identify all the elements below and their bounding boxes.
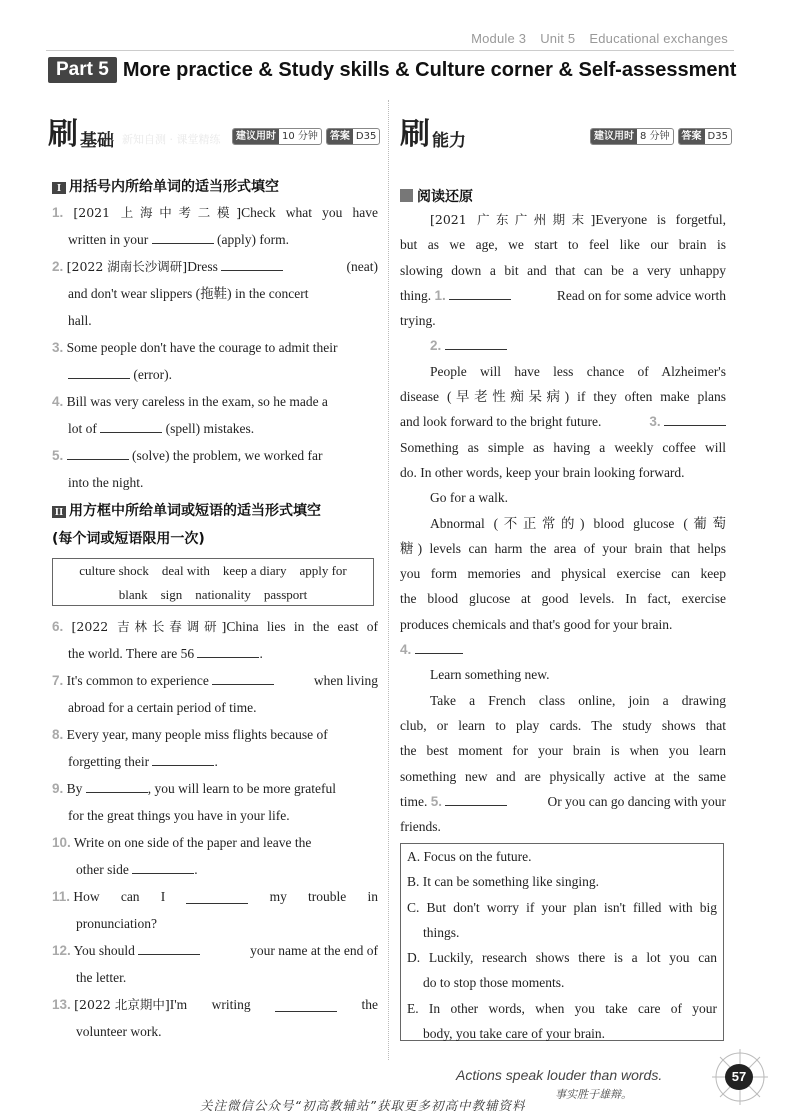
time-tag-key: 建议用时 (233, 129, 279, 144)
question-text: in (367, 889, 378, 904)
word-option: apply for (299, 563, 347, 578)
passage-text: club, or learn to play cards. The study shows that (400, 717, 726, 733)
question-number: 6. (52, 619, 64, 634)
answer-blank[interactable] (664, 411, 726, 426)
question-text: other side (76, 862, 129, 877)
word-option: keep a diary (222, 563, 287, 578)
passage-text: produces chemicals and that's good for your brain. (400, 616, 673, 632)
word-option: passport (263, 587, 308, 602)
passage-heading: Go for a walk. (430, 490, 508, 506)
running-header (471, 31, 728, 46)
word-box-row-2 (53, 583, 373, 607)
left-section-title: 基础 (80, 130, 114, 151)
passage-text: thing. (400, 287, 432, 303)
question-text: into the night. (68, 475, 144, 490)
reading-section-title: 阅读还原 (417, 189, 473, 205)
answer-tag (678, 128, 732, 145)
word-option: blank (118, 587, 148, 602)
passage-text: time. (400, 793, 428, 809)
question-12 (52, 937, 378, 991)
question-6 (52, 613, 378, 667)
question-text: when living (313, 673, 378, 688)
question-text: forgetting their (68, 754, 150, 769)
passage-text: Read on for some advice worth (556, 287, 726, 303)
question-text: your name at the end of (250, 943, 378, 958)
part-title: More practice & Study skills & Culture corner & Self-assessment (122, 58, 737, 81)
question-text: trouble (308, 889, 347, 904)
question-number: 10. (52, 835, 71, 850)
time-tag-value: 8 分钟 (640, 131, 670, 142)
answer-blank[interactable] (68, 364, 130, 379)
passage-text: disease (早老性痴呆病) if they often make plans (400, 389, 726, 405)
gap-number: 5. (430, 793, 443, 809)
question-text: China lies in the east of (226, 619, 378, 634)
question-text: Check what you have (241, 205, 379, 220)
reading-passage (400, 207, 726, 839)
answer-blank[interactable] (138, 940, 200, 955)
question-5 (52, 442, 378, 496)
answer-blank[interactable] (86, 778, 148, 793)
part-header (48, 56, 736, 84)
question-text: my (269, 889, 287, 904)
question-text: , you will learn to be more grateful (147, 781, 336, 796)
source-tag: [2022 吉林长春调研] (71, 619, 227, 634)
option-b: B. It can be something like singing. (407, 874, 599, 890)
section-2-heading (52, 500, 321, 520)
question-text: (apply) form. (217, 232, 289, 247)
faded-subtitle: 新知自测 · 课堂精练 (122, 133, 221, 146)
source-tag: [2021 上海中考二模] (73, 205, 242, 220)
unit-label: Unit 5 (540, 31, 576, 46)
answer-blank[interactable] (221, 256, 283, 271)
part-badge: Part 5 (48, 57, 117, 83)
question-4 (52, 388, 378, 442)
passage-text: trying. (400, 313, 436, 329)
gap-number: 4. (400, 642, 412, 658)
question-number: 12. (52, 943, 71, 958)
source-tag: [2022 湖南长沙调研] (66, 259, 188, 274)
passage-text: Something as simple as having a weekly coffee will (400, 439, 726, 455)
question-number: 8. (52, 727, 64, 742)
time-tag (590, 128, 674, 145)
question-text: hall. (68, 313, 92, 328)
footer-motto-cn: 事实胜于雄辩。 (555, 1088, 632, 1101)
option-c-cont: things. (423, 924, 460, 940)
option-d-cont: do to stop those moments. (423, 975, 565, 991)
gap-number: 2. (430, 338, 442, 354)
column-divider (388, 100, 390, 1060)
question-number: 5. (52, 448, 64, 463)
answer-tag-key: 答案 (679, 129, 705, 144)
passage-text: the best moment for your brain is when you learn (400, 743, 726, 759)
time-tag-key: 建议用时 (591, 129, 637, 144)
passage-text: Take a French class online, join a drawing (430, 692, 726, 708)
time-tag-value: 10 分钟 (282, 131, 318, 142)
answer-blank[interactable] (100, 418, 162, 433)
question-text: writing (211, 997, 251, 1012)
question-number: 7. (52, 673, 64, 688)
passage-text: Abnormal (不正常的) blood glucose (葡萄 (430, 515, 726, 531)
right-tags (590, 128, 732, 145)
answer-blank[interactable] (152, 229, 214, 244)
question-text: It's common to experience (66, 673, 209, 688)
time-tag (232, 128, 322, 145)
reading-section-heading (400, 186, 473, 206)
option-c: C. But don't worry if your plan isn't filled with big (407, 899, 717, 915)
section-1-mark: I (52, 182, 66, 194)
brush-char: 刷 (48, 117, 78, 152)
section-square-icon (400, 189, 413, 202)
question-number: 4. (52, 394, 64, 409)
passage-source: [2021 广东广州期末] (430, 212, 596, 227)
answer-tag (326, 128, 380, 145)
passage-text: Everyone is forgetful, (595, 212, 727, 227)
question-text: the (361, 997, 378, 1012)
footer-promo: 关注微信公众号“初高教辅站”获取更多初高中教辅资料 (200, 1098, 526, 1113)
question-text: How (73, 889, 100, 904)
answer-tag-value: D35 (355, 131, 377, 142)
brush-char: 刷 (400, 117, 430, 152)
passage-text: but as we age, we start to feel like our brain is (400, 237, 726, 253)
question-text: By (66, 781, 83, 796)
passage-text: People will have less chance of Alzheimer's (430, 363, 726, 379)
question-number: 1. (52, 205, 64, 220)
section-2-mark: II (52, 506, 66, 518)
passage-text: the blood glucose at good levels. In fact, exercise (400, 591, 726, 607)
option-a: A. Focus on the future. (407, 849, 532, 864)
word-option: sign (160, 587, 183, 602)
question-text: . (214, 754, 218, 769)
question-text: Every year, many people miss flights because of (66, 727, 328, 742)
answer-tag-key: 答案 (327, 129, 353, 144)
question-number: 2. (52, 259, 64, 274)
question-3 (52, 334, 378, 388)
options-box (400, 843, 724, 1041)
question-text: (solve) the problem, we worked far (132, 448, 323, 463)
question-text: can (120, 889, 140, 904)
question-text: for the great things you have in your life. (68, 808, 290, 823)
question-text: You should (73, 943, 135, 958)
question-text: Dress (187, 259, 218, 274)
option-d: D. Luckily, research shows there is a lot you can (407, 950, 717, 966)
header-rule (46, 50, 734, 51)
gap-number: 3. (649, 414, 661, 430)
passage-text: do. In other words, keep your brain looking forward. (400, 464, 685, 480)
question-text: lot of (68, 421, 97, 436)
word-option: culture shock (79, 563, 149, 578)
word-option: nationality (195, 587, 251, 602)
passage-text: 糖) levels can harm the area of your brain that helps (400, 540, 726, 556)
question-text: . (259, 646, 263, 661)
question-text: (neat) (346, 259, 378, 274)
question-number: 9. (52, 781, 64, 796)
question-text: volunteer work. (76, 1024, 162, 1039)
answer-blank[interactable] (67, 445, 129, 460)
option-e-cont: body, you take care of your brain. (423, 1026, 606, 1042)
answer-blank[interactable] (445, 335, 507, 350)
passage-text: slowing down a bit and that can be a very unhappy (400, 262, 726, 278)
question-text: Bill was very careless in the exam, so he made a (66, 394, 328, 409)
question-text: (spell) mistakes. (165, 421, 255, 436)
word-option: deal with (161, 563, 210, 578)
answer-blank[interactable] (197, 643, 259, 658)
question-text: the world. There are 56 (68, 646, 195, 661)
question-11 (52, 883, 378, 937)
answer-tag-value: D35 (707, 131, 728, 142)
question-8 (52, 721, 378, 775)
question-1 (52, 199, 378, 253)
passage-text: and look forward to the bright future. (400, 414, 602, 430)
question-number: 11. (52, 889, 71, 904)
source-tag: [2022 北京期中] (74, 997, 170, 1012)
section-2-title: 用方框中所给单词或短语的适当形式填空 (69, 503, 321, 519)
question-10 (52, 829, 378, 883)
answer-blank[interactable] (186, 889, 248, 904)
question-number: 13. (52, 997, 71, 1012)
passage-heading: Learn something new. (430, 667, 550, 683)
left-column-header (48, 118, 221, 152)
right-section-title: 能力 (432, 130, 466, 151)
section-1-heading (52, 176, 279, 196)
footer-motto: Actions speak louder than words. (456, 1067, 663, 1083)
module-label: Module 3 (471, 31, 527, 46)
section-2-subtitle: (每个词或短语限用一次) (52, 531, 205, 547)
question-number: 3. (52, 340, 64, 355)
gap-number: 1. (434, 287, 446, 303)
answer-blank[interactable] (445, 791, 507, 806)
word-box (52, 558, 374, 606)
answer-blank[interactable] (415, 639, 463, 654)
question-text: and don't wear slippers (拖鞋) in the concert (68, 286, 309, 301)
answer-blank[interactable] (275, 997, 337, 1012)
question-text: abroad for a certain period of time. (68, 700, 257, 715)
section-1-title: 用括号内所给单词的适当形式填空 (69, 179, 279, 195)
right-column-header (400, 118, 466, 152)
option-e: E. In other words, when you take care of your (407, 1000, 717, 1016)
passage-text: friends. (400, 819, 441, 835)
question-13 (52, 991, 378, 1045)
question-2 (52, 253, 378, 334)
answer-blank[interactable] (449, 285, 511, 300)
answer-blank[interactable] (212, 670, 274, 685)
question-text: (error). (133, 367, 172, 382)
passage-text: you form memories and physical exercise can keep (400, 566, 726, 582)
question-text: Write on one side of the paper and leave the (73, 835, 312, 850)
answer-blank[interactable] (132, 859, 194, 874)
question-text: . (194, 862, 198, 877)
passage-text: Or you can go dancing with your (547, 793, 726, 809)
question-text: I'm (169, 997, 188, 1012)
passage-text: something new and are physically active at the same (400, 768, 726, 784)
question-text: pronunciation? (76, 916, 157, 931)
left-tags (232, 128, 380, 145)
question-9 (52, 775, 378, 829)
question-text: I (160, 889, 166, 904)
question-text: the letter. (76, 970, 127, 985)
topic-label: Educational exchanges (589, 31, 728, 46)
page-number: 57 (725, 1064, 753, 1090)
word-box-row-1 (53, 559, 373, 583)
question-text: Some people don't have the courage to admit their (66, 340, 338, 355)
question-text: written in your (68, 232, 149, 247)
question-7 (52, 667, 378, 721)
answer-blank[interactable] (152, 751, 214, 766)
